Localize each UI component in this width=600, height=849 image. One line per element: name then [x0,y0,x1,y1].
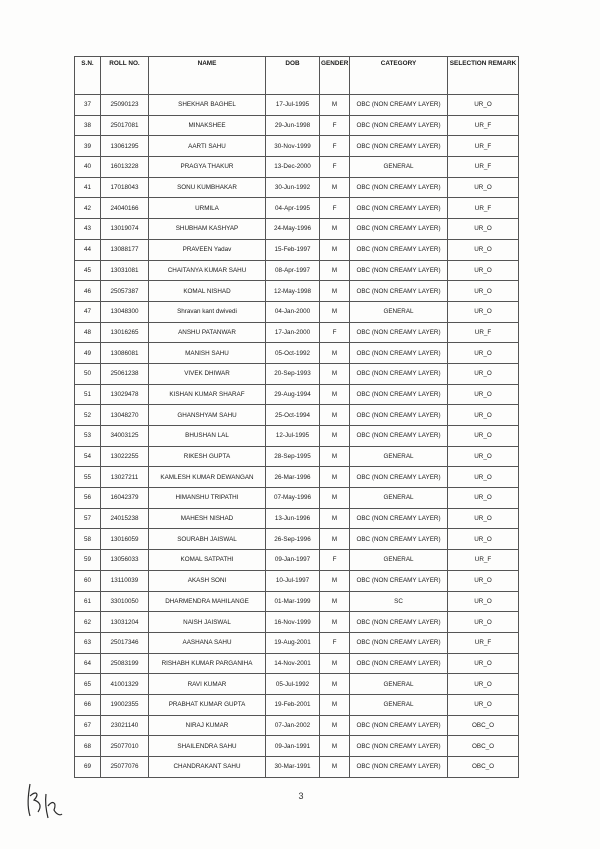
cell-selection-remark: UR_O [448,694,519,715]
cell-category: OBC (NON CREAMY LAYER) [350,260,448,281]
cell-name: SOURABH JAISWAL [149,529,266,550]
table-row [75,488,519,509]
cell-name: Shravan kant dwivedi [149,301,266,322]
cell-gender: M [320,674,350,695]
cell-gender: M [320,426,350,447]
header-dob: DOB [266,57,320,95]
cell-dob: 16-Nov-1999 [266,612,320,633]
cell-category: OBC (NON CREAMY LAYER) [350,426,448,447]
cell-selection-remark: UR_O [448,426,519,447]
cell-dob: 24-May-1996 [266,219,320,240]
cell-dob: 01-Mar-1999 [266,591,320,612]
cell-name: SHUBHAM KASHYAP [149,219,266,240]
handwritten-signature [24,776,64,826]
table-body [75,95,519,778]
table-row [75,508,519,529]
cell-roll-no: 25083199 [101,653,149,674]
table-row [75,405,519,426]
cell-category: OBC (NON CREAMY LAYER) [350,757,448,778]
cell-name: CHANDRAKANT SAHU [149,757,266,778]
cell-sn: 40 [75,157,101,178]
table-header-row [75,57,519,95]
cell-name: BHUSHAN LAL [149,426,266,447]
cell-selection-remark: UR_O [448,219,519,240]
cell-name: AKASH SONI [149,570,266,591]
cell-selection-remark: UR_O [448,301,519,322]
cell-roll-no: 13088177 [101,239,149,260]
cell-gender: M [320,446,350,467]
cell-roll-no: 13110039 [101,570,149,591]
cell-roll-no: 25077010 [101,736,149,757]
cell-selection-remark: UR_O [448,653,519,674]
cell-name: MINAKSHEE [149,115,266,136]
cell-category: GENERAL [350,446,448,467]
cell-selection-remark: UR_O [448,529,519,550]
cell-category: GENERAL [350,488,448,509]
cell-name: KOMAL NISHAD [149,281,266,302]
cell-dob: 13-Dec-2000 [266,157,320,178]
cell-selection-remark: OBC_O [448,715,519,736]
cell-category: GENERAL [350,694,448,715]
cell-roll-no: 24015238 [101,508,149,529]
cell-gender: M [320,694,350,715]
cell-roll-no: 41001329 [101,674,149,695]
page-number: 3 [298,791,304,801]
cell-name: SHAILENDRA SAHU [149,736,266,757]
cell-roll-no: 13031204 [101,612,149,633]
cell-selection-remark: UR_O [448,674,519,695]
cell-sn: 54 [75,446,101,467]
cell-name: NAISH JAISWAL [149,612,266,633]
cell-dob: 13-Jun-1996 [266,508,320,529]
cell-category: OBC (NON CREAMY LAYER) [350,239,448,260]
cell-roll-no: 13016059 [101,529,149,550]
cell-category: OBC (NON CREAMY LAYER) [350,736,448,757]
table-row [75,177,519,198]
cell-category: GENERAL [350,674,448,695]
cell-category: OBC (NON CREAMY LAYER) [350,95,448,116]
cell-sn: 41 [75,177,101,198]
cell-category: OBC (NON CREAMY LAYER) [350,632,448,653]
cell-category: OBC (NON CREAMY LAYER) [350,219,448,240]
cell-sn: 62 [75,612,101,633]
cell-gender: M [320,736,350,757]
cell-sn: 52 [75,405,101,426]
cell-dob: 04-Jan-2000 [266,301,320,322]
cell-sn: 46 [75,281,101,302]
cell-selection-remark: UR_O [448,591,519,612]
cell-category: OBC (NON CREAMY LAYER) [350,384,448,405]
table-row [75,757,519,778]
cell-dob: 30-Mar-1991 [266,757,320,778]
table-row [75,529,519,550]
table-row [75,322,519,343]
cell-roll-no: 25061238 [101,363,149,384]
cell-dob: 15-Feb-1997 [266,239,320,260]
cell-dob: 30-Nov-1999 [266,136,320,157]
cell-name: KISHAN KUMAR SHARAF [149,384,266,405]
cell-gender: M [320,653,350,674]
cell-gender: M [320,612,350,633]
cell-selection-remark: UR_O [448,467,519,488]
cell-sn: 60 [75,570,101,591]
cell-gender: M [320,757,350,778]
cell-sn: 49 [75,343,101,364]
header-category: CATEGORY [350,57,448,95]
cell-dob: 29-Jun-1998 [266,115,320,136]
cell-selection-remark: UR_O [448,612,519,633]
cell-gender: M [320,529,350,550]
cell-sn: 66 [75,694,101,715]
cell-gender: M [320,239,350,260]
table-row [75,95,519,116]
cell-roll-no: 13061295 [101,136,149,157]
cell-roll-no: 13031081 [101,260,149,281]
cell-selection-remark: UR_O [448,446,519,467]
cell-dob: 07-Jan-2002 [266,715,320,736]
cell-selection-remark: UR_O [448,488,519,509]
cell-sn: 42 [75,198,101,219]
table-row [75,219,519,240]
cell-selection-remark: UR_O [448,260,519,281]
cell-roll-no: 25057387 [101,281,149,302]
cell-dob: 17-Jan-2000 [266,322,320,343]
cell-roll-no: 13086081 [101,343,149,364]
cell-selection-remark: UR_F [448,322,519,343]
cell-category: GENERAL [350,301,448,322]
cell-roll-no: 25090123 [101,95,149,116]
cell-category: GENERAL [350,550,448,571]
cell-sn: 45 [75,260,101,281]
cell-category: SC [350,591,448,612]
cell-name: AARTI SAHU [149,136,266,157]
cell-gender: F [320,115,350,136]
cell-category: OBC (NON CREAMY LAYER) [350,612,448,633]
table-row [75,363,519,384]
cell-sn: 57 [75,508,101,529]
cell-category: OBC (NON CREAMY LAYER) [350,322,448,343]
cell-roll-no: 25017346 [101,632,149,653]
cell-category: OBC (NON CREAMY LAYER) [350,343,448,364]
cell-selection-remark: UR_O [448,95,519,116]
table-row [75,239,519,260]
table-row [75,260,519,281]
table-row [75,653,519,674]
cell-gender: F [320,136,350,157]
cell-sn: 64 [75,653,101,674]
cell-category: OBC (NON CREAMY LAYER) [350,467,448,488]
cell-gender: M [320,591,350,612]
cell-roll-no: 25017081 [101,115,149,136]
header-roll-no: ROLL NO. [101,57,149,95]
table-row [75,674,519,695]
cell-gender: M [320,384,350,405]
cell-selection-remark: UR_O [448,177,519,198]
cell-name: SHEKHAR BAGHEL [149,95,266,116]
cell-selection-remark: UR_O [448,281,519,302]
cell-dob: 17-Jul-1995 [266,95,320,116]
cell-dob: 05-Jul-1992 [266,674,320,695]
cell-gender: F [320,322,350,343]
table-row [75,467,519,488]
cell-gender: F [320,198,350,219]
cell-selection-remark: OBC_O [448,757,519,778]
cell-sn: 67 [75,715,101,736]
cell-dob: 19-Feb-2001 [266,694,320,715]
cell-category: OBC (NON CREAMY LAYER) [350,529,448,550]
cell-name: AASHANA SAHU [149,632,266,653]
cell-name: RISHABH KUMAR PARGANIHA [149,653,266,674]
table-row [75,694,519,715]
cell-sn: 55 [75,467,101,488]
table-row [75,281,519,302]
cell-gender: M [320,488,350,509]
table-row [75,426,519,447]
cell-name: MANISH SAHU [149,343,266,364]
cell-gender: M [320,343,350,364]
cell-category: OBC (NON CREAMY LAYER) [350,115,448,136]
cell-gender: F [320,632,350,653]
table-row [75,715,519,736]
cell-roll-no: 16013228 [101,157,149,178]
cell-roll-no: 13048270 [101,405,149,426]
cell-selection-remark: UR_F [448,550,519,571]
cell-dob: 30-Jun-1992 [266,177,320,198]
cell-roll-no: 25077076 [101,757,149,778]
cell-name: PRAVEEN Yadav [149,239,266,260]
table-row [75,632,519,653]
table-row [75,591,519,612]
cell-category: OBC (NON CREAMY LAYER) [350,715,448,736]
cell-dob: 12-May-1998 [266,281,320,302]
cell-roll-no: 13019074 [101,219,149,240]
cell-category: OBC (NON CREAMY LAYER) [350,281,448,302]
header-name: NAME [149,57,266,95]
cell-dob: 12-Jul-1995 [266,426,320,447]
header-sn: S.N. [75,57,101,95]
cell-sn: 48 [75,322,101,343]
cell-dob: 09-Jan-1991 [266,736,320,757]
cell-roll-no: 17018043 [101,177,149,198]
cell-dob: 26-Sep-1996 [266,529,320,550]
cell-category: OBC (NON CREAMY LAYER) [350,653,448,674]
cell-name: KOMAL SATPATHI [149,550,266,571]
cell-name: URMILA [149,198,266,219]
cell-name: ANSHU PATANWAR [149,322,266,343]
cell-dob: 26-Mar-1996 [266,467,320,488]
cell-selection-remark: UR_F [448,115,519,136]
cell-name: RAVI KUMAR [149,674,266,695]
table-row [75,570,519,591]
header-selection-remark: SELECTION REMARK [448,57,519,95]
cell-selection-remark: UR_F [448,632,519,653]
cell-roll-no: 13029478 [101,384,149,405]
cell-sn: 61 [75,591,101,612]
cell-gender: M [320,177,350,198]
cell-roll-no: 16042379 [101,488,149,509]
cell-sn: 68 [75,736,101,757]
cell-dob: 08-Apr-1997 [266,260,320,281]
cell-gender: M [320,95,350,116]
cell-name: GHANSHYAM SAHU [149,405,266,426]
cell-selection-remark: UR_F [448,136,519,157]
cell-dob: 07-May-1996 [266,488,320,509]
cell-roll-no: 13027211 [101,467,149,488]
cell-gender: M [320,405,350,426]
cell-selection-remark: UR_O [448,508,519,529]
cell-selection-remark: UR_O [448,570,519,591]
cell-gender: F [320,550,350,571]
cell-dob: 05-Oct-1992 [266,343,320,364]
cell-category: OBC (NON CREAMY LAYER) [350,508,448,529]
cell-name: PRABHAT KUMAR GUPTA [149,694,266,715]
header-gender: GENDER [320,57,350,95]
cell-dob: 29-Aug-1994 [266,384,320,405]
cell-name: CHAITANYA KUMAR SAHU [149,260,266,281]
cell-gender: M [320,715,350,736]
cell-roll-no: 13048300 [101,301,149,322]
cell-dob: 14-Nov-2001 [266,653,320,674]
cell-name: RIKESH GUPTA [149,446,266,467]
cell-gender: F [320,157,350,178]
cell-selection-remark: UR_O [448,343,519,364]
cell-sn: 37 [75,95,101,116]
cell-selection-remark: UR_F [448,198,519,219]
cell-sn: 65 [75,674,101,695]
table-row [75,157,519,178]
cell-category: OBC (NON CREAMY LAYER) [350,177,448,198]
cell-roll-no: 19002355 [101,694,149,715]
cell-category: OBC (NON CREAMY LAYER) [350,363,448,384]
cell-roll-no: 23021140 [101,715,149,736]
table-row [75,384,519,405]
cell-category: OBC (NON CREAMY LAYER) [350,198,448,219]
cell-sn: 56 [75,488,101,509]
cell-category: OBC (NON CREAMY LAYER) [350,136,448,157]
table-row [75,550,519,571]
table-row [75,301,519,322]
cell-dob: 28-Sep-1995 [266,446,320,467]
cell-selection-remark: UR_O [448,384,519,405]
cell-sn: 50 [75,363,101,384]
cell-name: KAMLESH KUMAR DEWANGAN [149,467,266,488]
cell-sn: 69 [75,757,101,778]
selection-results-table [74,56,519,778]
cell-category: OBC (NON CREAMY LAYER) [350,405,448,426]
cell-selection-remark: OBC_O [448,736,519,757]
table-row [75,115,519,136]
cell-sn: 39 [75,136,101,157]
cell-sn: 51 [75,384,101,405]
cell-selection-remark: UR_O [448,405,519,426]
table-row [75,736,519,757]
cell-dob: 09-Jan-1997 [266,550,320,571]
cell-gender: M [320,301,350,322]
cell-dob: 10-Jul-1997 [266,570,320,591]
cell-dob: 19-Aug-2001 [266,632,320,653]
table-row [75,612,519,633]
cell-name: NIRAJ KUMAR [149,715,266,736]
table-row [75,446,519,467]
cell-sn: 38 [75,115,101,136]
cell-roll-no: 33010050 [101,591,149,612]
cell-gender: M [320,508,350,529]
cell-selection-remark: UR_O [448,239,519,260]
cell-name: SONU KUMBHAKAR [149,177,266,198]
cell-name: HIMANSHU TRIPATHI [149,488,266,509]
cell-roll-no: 24040166 [101,198,149,219]
cell-name: VIVEK DHIWAR [149,363,266,384]
cell-roll-no: 34003125 [101,426,149,447]
cell-selection-remark: UR_F [448,157,519,178]
cell-gender: M [320,281,350,302]
cell-sn: 47 [75,301,101,322]
cell-selection-remark: UR_O [448,363,519,384]
cell-category: GENERAL [350,157,448,178]
cell-sn: 58 [75,529,101,550]
cell-gender: M [320,363,350,384]
cell-dob: 25-Oct-1994 [266,405,320,426]
cell-gender: M [320,467,350,488]
cell-gender: M [320,219,350,240]
table-row [75,198,519,219]
table-row [75,136,519,157]
cell-roll-no: 13016265 [101,322,149,343]
cell-dob: 04-Apr-1995 [266,198,320,219]
cell-sn: 59 [75,550,101,571]
cell-roll-no: 13056033 [101,550,149,571]
cell-category: OBC (NON CREAMY LAYER) [350,570,448,591]
cell-sn: 53 [75,426,101,447]
cell-roll-no: 13022255 [101,446,149,467]
cell-sn: 44 [75,239,101,260]
cell-name: PRAGYA THAKUR [149,157,266,178]
cell-gender: M [320,570,350,591]
table-row [75,343,519,364]
cell-name: DHARMENDRA MAHILANGE [149,591,266,612]
cell-sn: 63 [75,632,101,653]
cell-sn: 43 [75,219,101,240]
cell-name: MAHESH NISHAD [149,508,266,529]
cell-gender: M [320,260,350,281]
cell-dob: 20-Sep-1993 [266,363,320,384]
